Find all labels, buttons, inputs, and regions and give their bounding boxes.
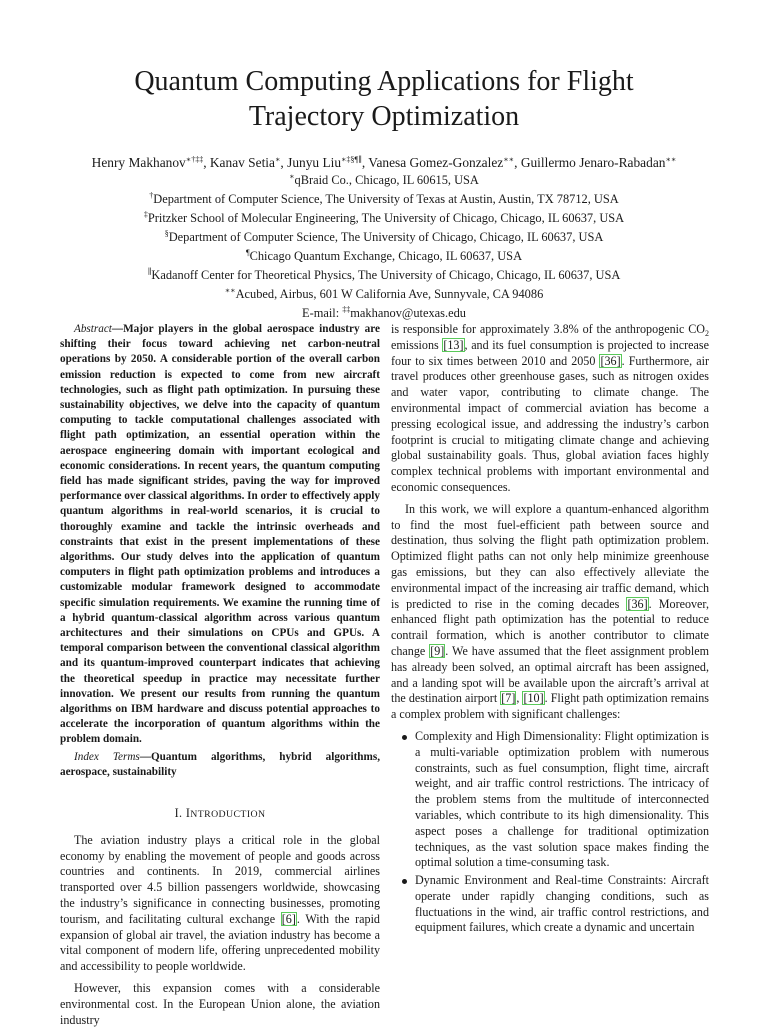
author-marks: ∗†‡‡ xyxy=(185,155,204,164)
email-address[interactable]: makhanov@utexas.edu xyxy=(350,306,466,320)
affiliation xyxy=(40,266,728,285)
affiliation-mark: ∗∗ xyxy=(224,286,236,295)
abstract-label: Abstract xyxy=(74,323,112,335)
email-prefix: E-mail: xyxy=(302,306,343,320)
bullet-icon xyxy=(402,735,407,740)
author-marks: ∗ xyxy=(274,155,281,164)
email-mark: ‡‡ xyxy=(342,305,351,314)
affiliation xyxy=(40,285,728,304)
author-name: Vanesa Gomez-Gonzalez xyxy=(368,155,504,170)
affiliation-text: Pritzker School of Molecular Engineering, The University of Chicago, Chicago, IL 60637, USA xyxy=(147,211,625,225)
affiliation-text: Chicago Quantum Exchange, Chicago, IL 60637, USA xyxy=(249,249,523,263)
right-column xyxy=(391,322,709,938)
index-terms-label: Index Terms xyxy=(74,750,140,763)
paragraph xyxy=(60,981,380,1028)
author-marks: ∗∗ xyxy=(503,155,515,164)
affiliation xyxy=(40,190,728,209)
section-title-rest: NTRODUCTION xyxy=(190,809,266,821)
list-item xyxy=(415,729,709,871)
affiliation-mark: ¶ xyxy=(245,248,250,257)
affiliation-text: qBraid Co., Chicago, IL 60615, USA xyxy=(294,173,479,187)
paragraph-text: . Furthermore, air travel produces other greenhouse gases, such as nitrogen oxides and water vapor, contributing to climate change. The environmental impact of commercial aviation has become a pressing ecological issue, and addressing the industry’s carbon footprint is crucial to mitigating climate change and achieving global sustainability goals. Thus, global aviation faces highly complex technical problems with important environmental and economic consequences. xyxy=(391,353,709,494)
author-separator: , xyxy=(203,155,210,170)
author-separator: , xyxy=(280,155,288,170)
affiliation-text: Department of Computer Science, The University of Texas at Austin, Austin, TX 78712, USA xyxy=(153,192,619,206)
citation-link[interactable]: [7] xyxy=(501,691,516,706)
section-heading-introduction xyxy=(60,806,380,823)
affiliation-mark: ∥ xyxy=(147,267,152,276)
paragraph-text: is responsible for approximately 3.8% of the anthropogenic CO xyxy=(391,322,705,336)
citation-link[interactable]: [36] xyxy=(627,596,648,611)
section-initial: I xyxy=(185,806,191,821)
subscript: 2 xyxy=(705,329,709,338)
challenge-list xyxy=(391,729,709,936)
abstract xyxy=(60,322,380,748)
list-item xyxy=(415,873,709,936)
author-name: Junyu Liu xyxy=(287,155,342,170)
paragraph-text: However, this expansion comes with a considerable environmental cost. In the European Union alone, the aviation industry xyxy=(60,981,380,1027)
citation-link[interactable]: [6] xyxy=(281,911,296,926)
citation-link[interactable]: [36] xyxy=(600,353,621,368)
paragraph-text: emissions xyxy=(391,337,443,352)
affiliation xyxy=(40,209,728,228)
citation-link[interactable]: [10] xyxy=(523,691,544,706)
affiliation xyxy=(40,247,728,266)
paper-title xyxy=(40,64,728,134)
affiliation-list xyxy=(40,171,728,323)
affiliation-text: Kadanoff Center for Theoretical Physics, The University of Chicago, Chicago, IL 60637, USA xyxy=(151,268,621,282)
paragraph xyxy=(60,833,380,975)
paragraph-text: . Flight path optimization remains a complex problem with significant challenges: xyxy=(391,691,710,722)
affiliation-mark: † xyxy=(149,191,154,200)
bullet-icon xyxy=(402,879,407,884)
abstract-text: —Major players in the global aerospace industry are shifting their focus toward achieving net carbon-neutral operations by 2050. A considerable portion of the overall carbon emission reduction is expected to come from new aircraft technologies, such as flight path optimization. In pursuing these sustainability objectives, we delve into the capacity of quantum computing to tackle computational challenges associated with flight path optimization, an essential operation within the aerospace engineering domain with important ecological and economic considerations. In recent years, the quantum computing field has made significant strides, paving the way for improved performance over classical algorithms. In order to effectively apply quantum algorithms in real-world scenarios, it is crucial to thoroughly examine and tackle the intrinsic overheads and constraints that exist in the present implementations of these algorithms. Our study delves into the application of quantum computers in flight path optimization problems and introduces a customizable modular framework designed to accommodate specific simulation requirements. We examine the running time of a hybrid quantum-classical algorithm across various quantum architectures and their simulations on CPUs and GPUs. A temporal comparison between the conventional classical algorithm and its quantum-improved counterpart indicates that achieving the theoretical speedup in practice may necessitate further innovation. We present our results from running the quantum algorithms on IBM hardware and discuss potential approaches to accelerate the incorporation of quantum algorithms within the problem domain. xyxy=(60,323,380,746)
author-list xyxy=(40,153,728,172)
author-separator: , xyxy=(514,155,521,170)
paragraph-text: , xyxy=(516,691,523,706)
author-name: Henry Makhanov xyxy=(91,155,186,170)
email-line xyxy=(40,304,728,323)
author-marks: ∗‡§¶∥ xyxy=(341,155,362,164)
affiliation-mark: ∗ xyxy=(289,172,295,181)
affiliation-text: Acubed, Airbus, 601 W California Ave, Sunnyvale, CA 94086 xyxy=(235,287,544,301)
paragraph-text: . With the rapid expansion of global air travel, the aviation industry has become a vital component of modern life, offering unprecedented mobility and accessibility to people worldwide. xyxy=(60,911,380,974)
citation-link[interactable]: [9] xyxy=(430,643,445,658)
paragraph-text: In this work, we will explore a quantum-enhanced algorithm to find the most fuel-efficient path between source and destination, thus solving the flight path optimization problem. Optimized flight paths can not only help minimize greenhouse gas emissions, but they can also effectively alleviate the environmental impact of the increasing air traffic demand, which is predicted to rise in the coming decades xyxy=(391,501,709,611)
list-item-text: Complexity and High Dimensionality: Flight optimization is a multi-variable optimization problem with numerous constraints, such as fuel consumption, flight time, aircraft weight, and air traffic control restrictions. The intricacy of the problem stems from the multitude of interconnected variables, which contribute to its high dimensionality. This aspect poses a challenge for traditional optimization techniques, as the vast solution space makes finding the optimal solution a time-consuming task. xyxy=(415,728,709,870)
affiliation xyxy=(40,171,728,190)
list-item-text: Dynamic Environment and Real-time Constraints: Aircraft operate under rapidly changing conditions, such as fluctuations in the wind, air traffic control restrictions, and equipment failures, which create a dynamic and uncertain xyxy=(415,873,709,935)
paragraph-text: , and its fuel consumption is projected to increase four to six times between 2010 and 2050 xyxy=(391,337,709,368)
affiliation-mark: § xyxy=(164,229,169,238)
index-terms xyxy=(60,750,380,780)
section-number: I. xyxy=(174,806,186,821)
index-terms-text: —Quantum algorithms, hybrid algorithms, aerospace, sustainability xyxy=(60,750,380,778)
author-separator: , xyxy=(361,155,369,170)
left-column xyxy=(60,322,380,1034)
title-line-2: Trajectory Optimization xyxy=(248,101,520,132)
author-name: Kanav Setia xyxy=(209,155,275,170)
affiliation-text: Department of Computer Science, The University of Chicago, Chicago, IL 60637, USA xyxy=(168,230,604,244)
paragraph xyxy=(391,502,709,723)
paragraph-text: . Moreover, enhanced flight path optimization has the potential to reduce contrail formation, which is another contributor to climate change xyxy=(391,596,709,658)
author-name: Guillermo Jenaro-Rabadan xyxy=(520,155,666,170)
citation-link[interactable]: [13] xyxy=(443,337,464,352)
author-marks: ∗∗ xyxy=(665,155,677,164)
paragraph xyxy=(391,322,709,496)
title-line-1: Quantum Computing Applications for Flight xyxy=(134,66,634,97)
paragraph-text: The aviation industry plays a critical role in the global economy by enabling the movement of people and goods across countries and continents. In 2019, commercial airlines transported over 4.5 billion passengers worldwide, showcasing the industry’s significance in connecting businesses, promoting tourism, and facilitating cultural exchange xyxy=(60,832,380,926)
affiliation xyxy=(40,228,728,247)
affiliation-mark: ‡ xyxy=(143,210,148,219)
paragraph-text: . We have assumed that the fleet assignment problem has already been solved, an optimal aircraft has been assigned, and a landing spot will be available upon the aircraft’s arrival at the destination airport xyxy=(391,643,709,706)
